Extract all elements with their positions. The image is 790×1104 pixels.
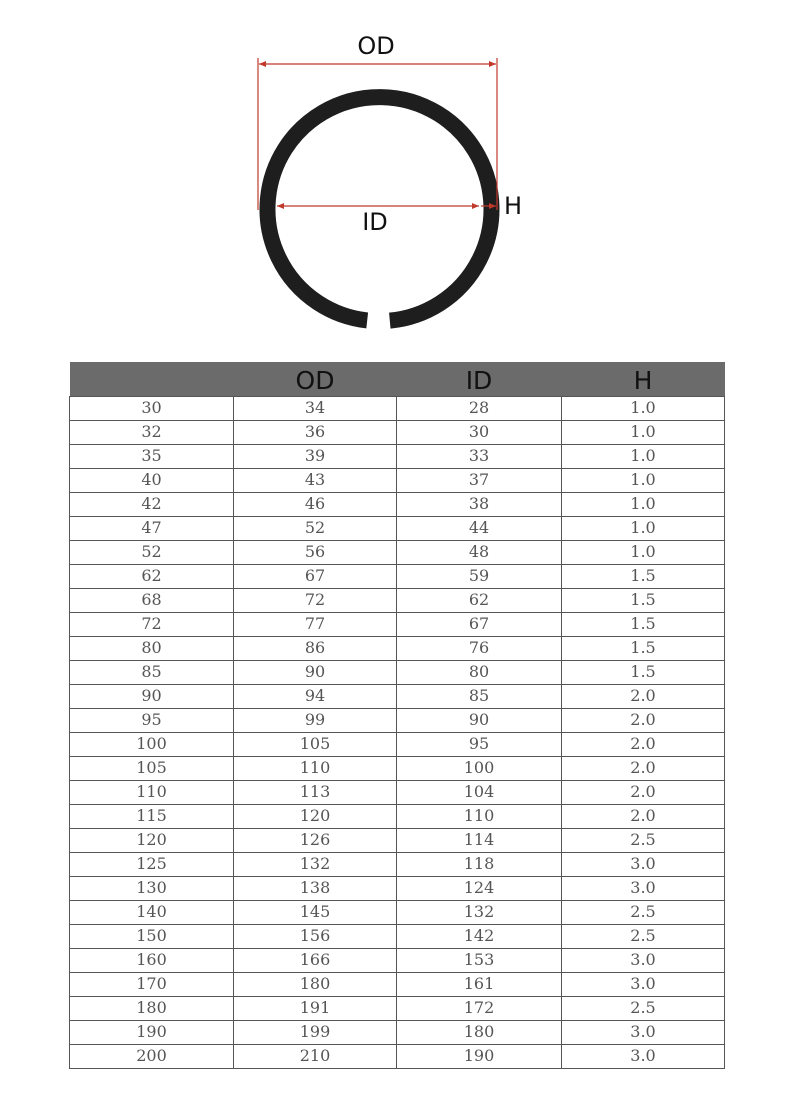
od-cell: 138 [234,876,397,900]
id-cell: 44 [397,516,562,540]
size-cell: 47 [70,516,234,540]
od-cell: 120 [234,804,397,828]
h-cell: 1.5 [562,588,725,612]
ring-dimension-diagram [0,0,790,350]
od-cell: 145 [234,900,397,924]
size-cell: 72 [70,612,234,636]
size-cell: 90 [70,684,234,708]
h-cell: 2.5 [562,924,725,948]
id-cell: 76 [397,636,562,660]
id-cell: 28 [397,396,562,420]
id-label: ID [362,208,388,236]
id-cell: 38 [397,492,562,516]
table-row [70,828,725,852]
od-cell: 110 [234,756,397,780]
table-body [70,396,725,1068]
size-cell: 40 [70,468,234,492]
table-header-row [70,362,725,396]
h-cell: 1.0 [562,516,725,540]
od-cell: 94 [234,684,397,708]
od-cell: 113 [234,780,397,804]
od-cell: 90 [234,660,397,684]
size-cell: 110 [70,780,234,804]
id-cell: 180 [397,1020,562,1044]
id-cell: 80 [397,660,562,684]
h-cell: 2.0 [562,708,725,732]
table-row [70,516,725,540]
table-row [70,396,725,420]
size-cell: 52 [70,540,234,564]
table-row [70,1020,725,1044]
size-cell: 125 [70,852,234,876]
table-row [70,660,725,684]
od-cell: 180 [234,972,397,996]
table-row [70,684,725,708]
size-cell: 32 [70,420,234,444]
od-cell: 46 [234,492,397,516]
od-cell: 126 [234,828,397,852]
h-cell: 1.0 [562,492,725,516]
table-row [70,780,725,804]
id-cell: 124 [397,876,562,900]
size-cell: 95 [70,708,234,732]
size-cell: 85 [70,660,234,684]
od-cell: 132 [234,852,397,876]
id-cell: 172 [397,996,562,1020]
id-cell: 85 [397,684,562,708]
h-cell: 1.0 [562,396,725,420]
size-cell: 120 [70,828,234,852]
size-spec-table [69,362,725,1069]
h-cell: 1.5 [562,612,725,636]
size-cell: 100 [70,732,234,756]
id-cell: 37 [397,468,562,492]
table-row [70,804,725,828]
table-row [70,636,725,660]
table-row [70,588,725,612]
size-cell: 68 [70,588,234,612]
od-cell: 72 [234,588,397,612]
od-cell: 39 [234,444,397,468]
size-cell: 200 [70,1044,234,1068]
table-row [70,540,725,564]
column-header-h: H [633,365,653,395]
table-row [70,1044,725,1068]
id-cell: 142 [397,924,562,948]
od-cell: 36 [234,420,397,444]
id-cell: 110 [397,804,562,828]
od-cell: 199 [234,1020,397,1044]
table-row [70,420,725,444]
column-header-size [70,362,234,396]
h-cell: 1.0 [562,468,725,492]
od-label: OD [357,32,395,60]
id-cell: 59 [397,564,562,588]
table-row [70,492,725,516]
id-cell: 33 [397,444,562,468]
table-row [70,924,725,948]
table-row [70,852,725,876]
column-header-id: ID [465,365,493,395]
table-row [70,756,725,780]
size-cell: 42 [70,492,234,516]
table-row [70,972,725,996]
h-cell: 2.0 [562,804,725,828]
size-cell: 170 [70,972,234,996]
id-cell: 118 [397,852,562,876]
id-cell: 104 [397,780,562,804]
size-cell: 130 [70,876,234,900]
table-row [70,708,725,732]
h-cell: 2.0 [562,732,725,756]
h-cell: 3.0 [562,972,725,996]
id-cell: 62 [397,588,562,612]
table-row [70,948,725,972]
id-cell: 67 [397,612,562,636]
od-cell: 156 [234,924,397,948]
size-cell: 190 [70,1020,234,1044]
h-cell: 1.5 [562,636,725,660]
id-cell: 161 [397,972,562,996]
size-cell: 150 [70,924,234,948]
id-cell: 30 [397,420,562,444]
od-cell: 210 [234,1044,397,1068]
od-cell: 77 [234,612,397,636]
h-cell: 3.0 [562,1044,725,1068]
h-label: H [504,192,523,220]
table-row [70,444,725,468]
od-cell: 105 [234,732,397,756]
h-cell: 3.0 [562,948,725,972]
od-cell: 166 [234,948,397,972]
od-cell: 34 [234,396,397,420]
od-cell: 67 [234,564,397,588]
od-cell: 86 [234,636,397,660]
table-row [70,468,725,492]
h-cell: 3.0 [562,1020,725,1044]
id-cell: 153 [397,948,562,972]
id-cell: 48 [397,540,562,564]
h-cell: 1.0 [562,444,725,468]
size-cell: 80 [70,636,234,660]
od-cell: 99 [234,708,397,732]
od-cell: 191 [234,996,397,1020]
id-cell: 95 [397,732,562,756]
id-cell: 100 [397,756,562,780]
column-header-od: OD [295,365,335,395]
h-cell: 2.0 [562,756,725,780]
size-cell: 160 [70,948,234,972]
size-cell: 115 [70,804,234,828]
table-row [70,900,725,924]
h-cell: 2.0 [562,684,725,708]
h-cell: 3.0 [562,852,725,876]
size-cell: 30 [70,396,234,420]
size-cell: 35 [70,444,234,468]
h-cell: 2.0 [562,780,725,804]
h-cell: 1.0 [562,540,725,564]
id-cell: 132 [397,900,562,924]
table-row [70,732,725,756]
h-cell: 1.5 [562,660,725,684]
h-cell: 1.5 [562,564,725,588]
size-cell: 105 [70,756,234,780]
table-row [70,996,725,1020]
h-cell: 3.0 [562,876,725,900]
h-cell: 1.0 [562,420,725,444]
h-cell: 2.5 [562,996,725,1020]
h-cell: 2.5 [562,828,725,852]
h-cell: 2.5 [562,900,725,924]
id-cell: 90 [397,708,562,732]
size-cell: 180 [70,996,234,1020]
od-cell: 56 [234,540,397,564]
size-cell: 62 [70,564,234,588]
table-row [70,564,725,588]
table-row [70,876,725,900]
size-cell: 140 [70,900,234,924]
id-cell: 114 [397,828,562,852]
od-cell: 43 [234,468,397,492]
table-row [70,612,725,636]
od-cell: 52 [234,516,397,540]
id-cell: 190 [397,1044,562,1068]
